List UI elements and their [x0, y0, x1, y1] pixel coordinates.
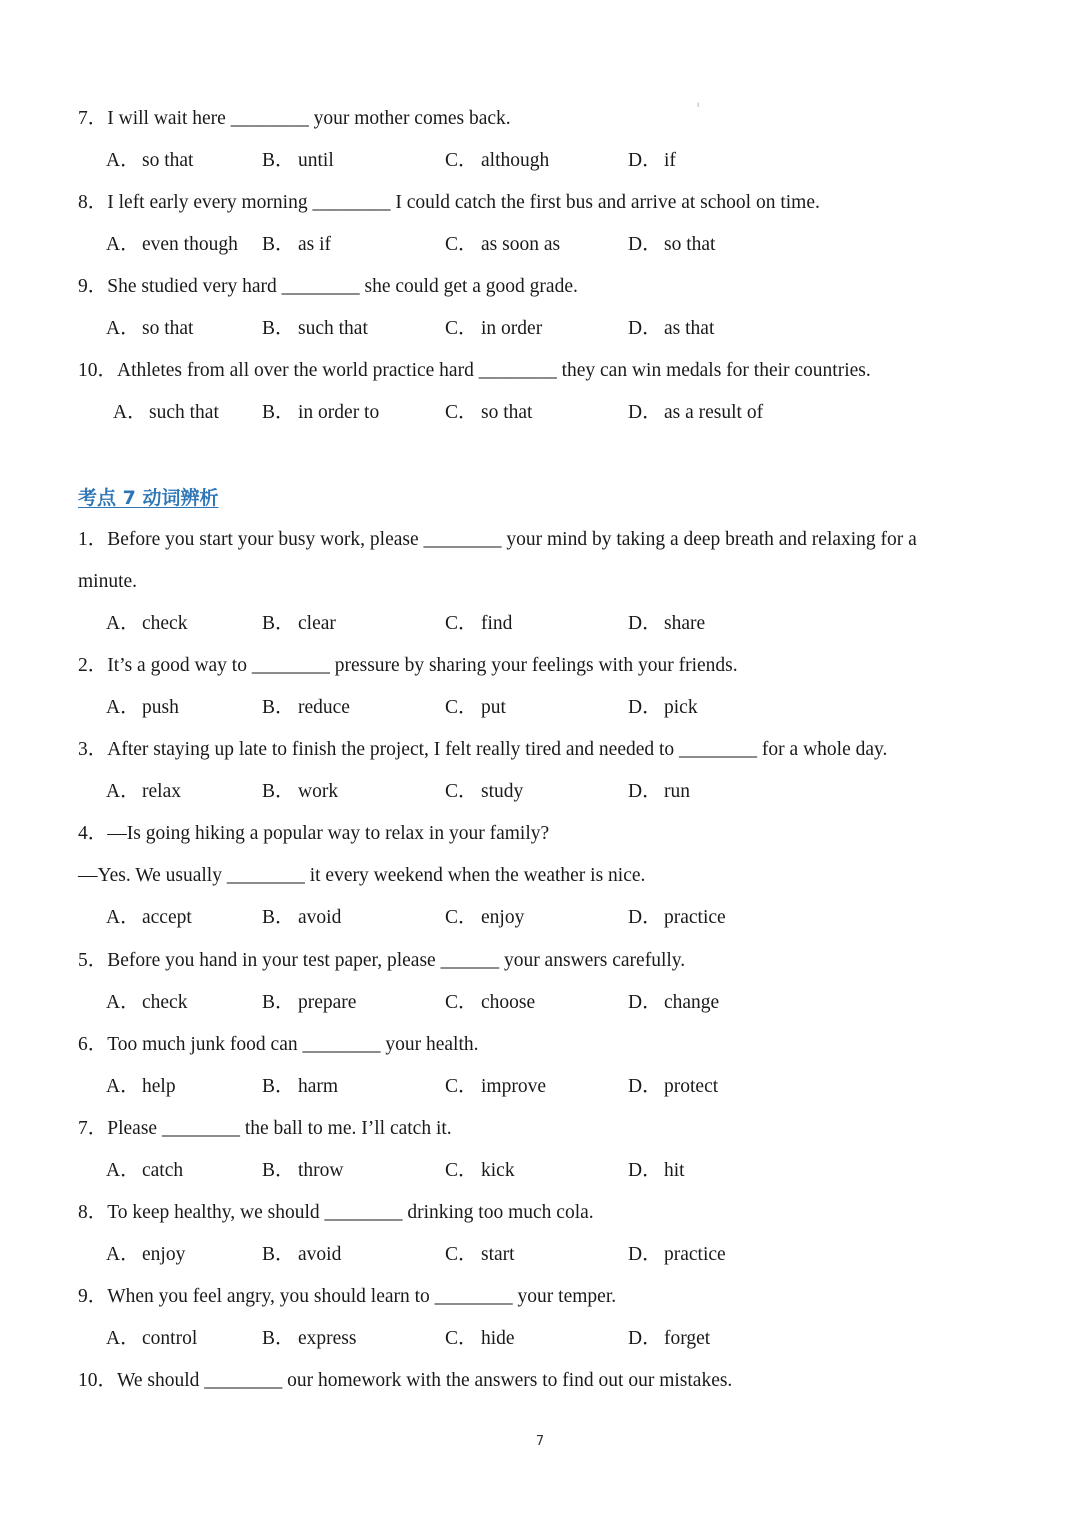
question-stem: 6．Too much junk food can ________ your health. [78, 1034, 479, 1055]
option-b[interactable]: B． in order to [262, 402, 380, 423]
option-b[interactable]: B． until [262, 150, 334, 171]
option-d[interactable]: D． so that [628, 234, 716, 255]
option-a[interactable]: A． push [106, 697, 179, 718]
option-c[interactable]: C． study [445, 781, 524, 802]
question-stem: 10．We should ________ our homework with the answers to find out our mistakes. [78, 1370, 733, 1391]
option-d[interactable]: D． pick [628, 697, 698, 718]
option-c[interactable]: C． although [445, 150, 550, 171]
question-stem: 9．She studied very hard ________ she could get a good grade. [78, 276, 578, 297]
options-row [106, 1240, 1006, 1270]
options-row [113, 398, 1013, 428]
option-b[interactable]: B． work [262, 781, 339, 802]
option-c[interactable]: C． start [445, 1244, 515, 1265]
option-b[interactable]: B． clear [262, 613, 336, 634]
options-row [106, 230, 1006, 260]
option-c[interactable]: C． as soon as [445, 234, 561, 255]
option-c[interactable]: C． enjoy [445, 907, 525, 928]
option-b[interactable]: B． as if [262, 234, 332, 255]
option-d[interactable]: D． as a result of [628, 402, 764, 423]
options-row [106, 1072, 1006, 1102]
option-c[interactable]: C． kick [445, 1160, 515, 1181]
stray-mark: ı [697, 100, 700, 109]
options-row [106, 1156, 1006, 1186]
option-c[interactable]: C． improve [445, 1076, 546, 1097]
question-stem: 8．To keep healthy, we should ________ drinking too much cola. [78, 1202, 594, 1223]
option-d[interactable]: D． forget [628, 1328, 711, 1349]
options-row [106, 609, 1006, 639]
question-stem-continued: —Yes. We usually ________ it every weekend when the weather is nice. [78, 865, 646, 886]
option-a[interactable]: A． even though [106, 234, 238, 255]
question-stem: 7．Please ________ the ball to me. I’ll catch it. [78, 1118, 452, 1139]
option-d[interactable]: D． practice [628, 907, 726, 928]
option-d[interactable]: D． if [628, 150, 676, 171]
option-a[interactable]: A． accept [106, 907, 192, 928]
page-number: 7 [535, 1434, 545, 1449]
option-a[interactable]: A． control [106, 1328, 198, 1349]
option-c[interactable]: C． in order [445, 318, 543, 339]
option-a[interactable]: A． so that [106, 150, 194, 171]
option-a[interactable]: A． so that [106, 318, 194, 339]
option-a[interactable]: A． enjoy [106, 1244, 186, 1265]
option-d[interactable]: D． run [628, 781, 690, 802]
options-row [106, 1324, 1006, 1354]
question-stem: 8．I left early every morning ________ I could catch the first bus and arrive at school on time. [78, 192, 820, 213]
option-b[interactable]: B． reduce [262, 697, 350, 718]
option-a[interactable]: A． catch [106, 1160, 184, 1181]
option-b[interactable]: B． avoid [262, 1244, 342, 1265]
question-stem: 4．—Is going hiking a popular way to relax in your family? [78, 823, 550, 844]
question-stem: 7．I will wait here ________ your mother comes back. [78, 108, 511, 129]
option-d[interactable]: D． practice [628, 1244, 726, 1265]
option-b[interactable]: B． such that [262, 318, 368, 339]
option-c[interactable]: C． choose [445, 992, 536, 1013]
option-a[interactable]: A． such that [113, 402, 219, 423]
options-row [106, 988, 1006, 1018]
option-d[interactable]: D． as that [628, 318, 715, 339]
option-d[interactable]: D． hit [628, 1160, 685, 1181]
option-c[interactable]: C． hide [445, 1328, 515, 1349]
option-d[interactable]: D． protect [628, 1076, 719, 1097]
question-stem: 2．It’s a good way to ________ pressure by sharing your feelings with your friends. [78, 655, 738, 676]
option-c[interactable]: C． so that [445, 402, 533, 423]
option-d[interactable]: D． share [628, 613, 706, 634]
option-b[interactable]: B． express [262, 1328, 357, 1349]
option-c[interactable]: C． put [445, 697, 506, 718]
section-title[interactable]: 考点 7 动词辨析 [78, 487, 219, 509]
option-a[interactable]: A． check [106, 613, 188, 634]
option-a[interactable]: A． check [106, 992, 188, 1013]
question-stem: 3．After staying up late to finish the project, I felt really tired and needed to ________ for a whole day. [78, 739, 888, 760]
options-row [106, 314, 1006, 344]
option-b[interactable]: B． prepare [262, 992, 357, 1013]
options-row [106, 777, 1006, 807]
question-stem: 1．Before you start your busy work, please ________ your mind by taking a deep breath and relaxing for a [78, 529, 917, 550]
options-row [106, 693, 1006, 723]
option-b[interactable]: B． avoid [262, 907, 342, 928]
question-stem: 9．When you feel angry, you should learn to ________ your temper. [78, 1286, 617, 1307]
option-d[interactable]: D． change [628, 992, 720, 1013]
option-a[interactable]: A． relax [106, 781, 181, 802]
options-row [106, 146, 1006, 176]
option-c[interactable]: C． find [445, 613, 513, 634]
question-stem: 5．Before you hand in your test paper, please ______ your answers carefully. [78, 950, 686, 971]
options-row [106, 903, 1006, 933]
question-stem: 10．Athletes from all over the world practice hard ________ they can win medals for their countries. [78, 360, 871, 381]
option-a[interactable]: A． help [106, 1076, 176, 1097]
question-stem-continued: minute. [78, 571, 138, 592]
option-b[interactable]: B． throw [262, 1160, 344, 1181]
option-b[interactable]: B． harm [262, 1076, 339, 1097]
